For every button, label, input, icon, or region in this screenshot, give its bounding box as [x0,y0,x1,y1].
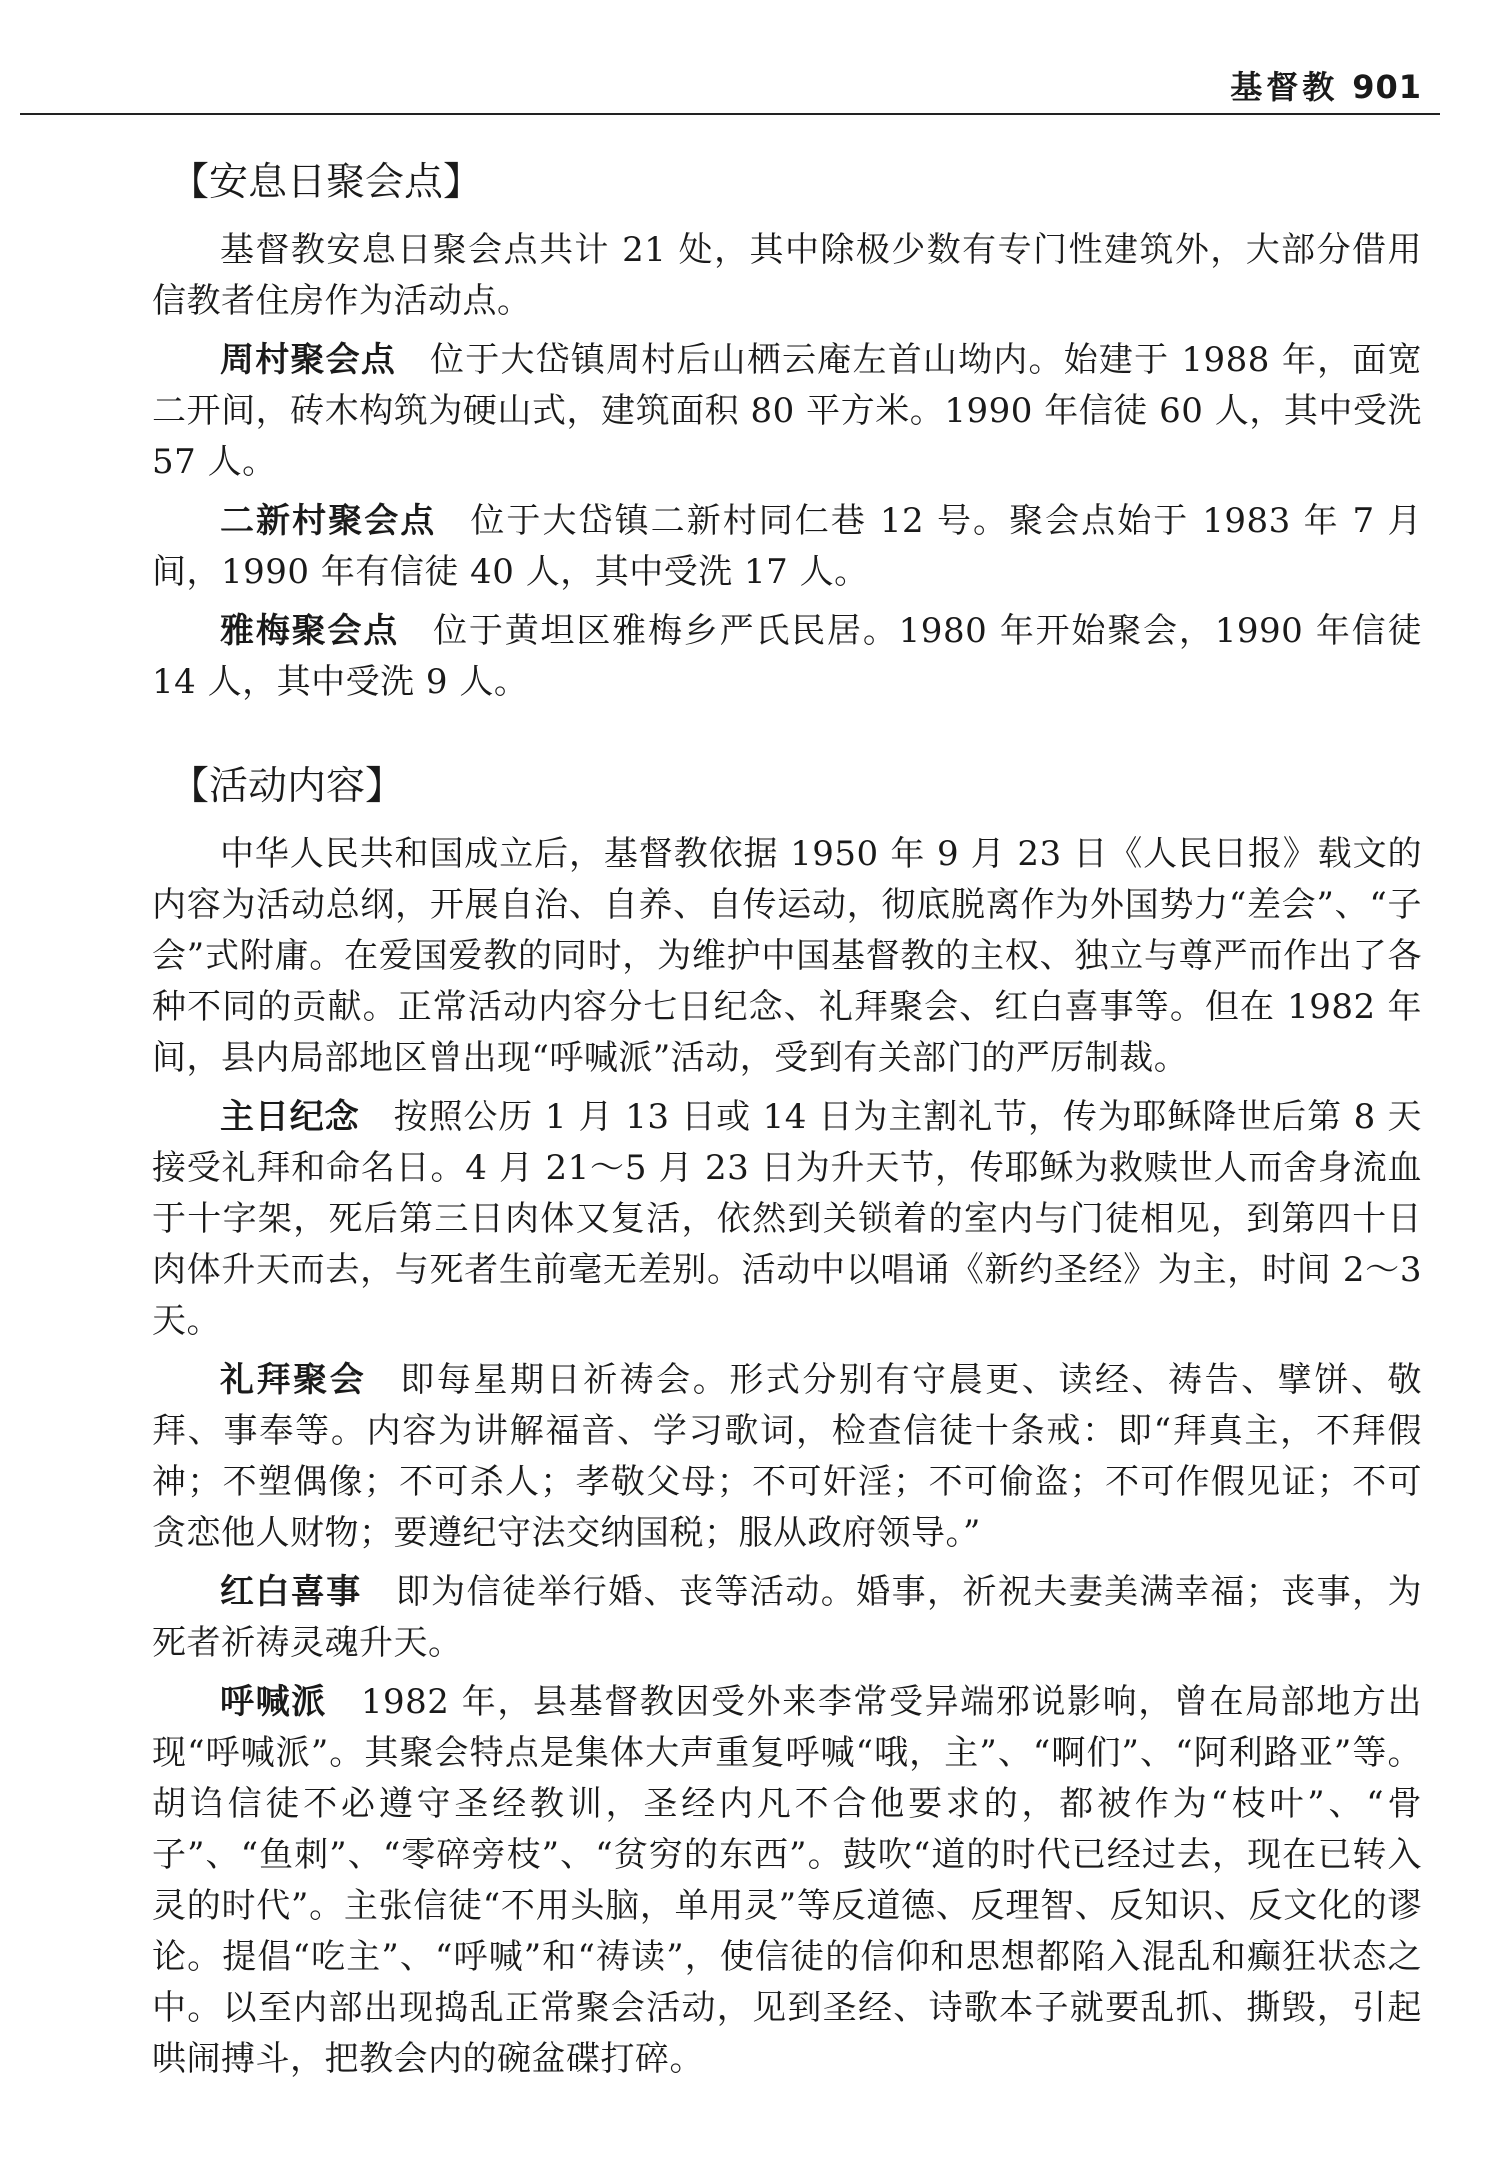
paragraph-text: 按照公历 1 月 13 日或 14 日为主割礼节，传为耶稣降世后第 8 天接受礼拜和命名日。4 月 21～5 月 23 日为升天节，传耶稣为救赎世人而舍身流血于十字架，死后第三日肉体又复活，依然到关锁着的室内与门徒相见，到第四十日肉体升天而去，与死者生前毫无差别。活动中以唱诵《新约圣经》为主，时间 2～3 天。 [152,1096,1422,1341]
header-title: 基督教 [1230,68,1339,106]
paragraph [152,225,1422,327]
paragraph [152,1677,1422,2085]
paragraph-term: 礼拜聚会 [220,1359,367,1400]
paragraph-text: 位于大岱镇二新村同仁巷 12 号。聚会点始于 1983 年 7 月间，1990 年有信徒 40 人，其中受洗 17 人。 [152,500,1422,592]
paragraph-term: 二新村聚会点 [220,500,437,541]
paragraph-text: 位于黄坦区雅梅乡严氏民居。1980 年开始聚会，1990 年信徒 14 人，其中受洗 9 人。 [152,610,1422,702]
paragraph-text: 基督教安息日聚会点共计 21 处，其中除极少数有专门性建筑外，大部分借用信教者住房作为活动点。 [152,229,1422,321]
paragraph [152,606,1422,708]
paragraph-text: 即每星期日祈祷会。形式分别有守晨更、读经、祷告、擘饼、敬拜、事奉等。内容为讲解福音、学习歌词，检查信徒十条戒：即“拜真主，不拜假神；不塑偶像；不可杀人；孝敬父母；不可奸淫；不可偷盗；不可作假见证；不可贪恋他人财物；要遵纪守法交纳国税；服从政府领导。” [152,1359,1423,1553]
paragraph-text: 位于大岱镇周村后山栖云庵左首山坳内。始建于 1988 年，面宽二开间，砖木构筑为硬山式，建筑面积 80 平方米。1990 年信徒 60 人，其中受洗 57 人。 [152,339,1422,482]
header-rule [20,113,1440,115]
paragraph [152,829,1422,1084]
page-number: 901 [1352,68,1422,106]
section-sabbath-meeting-points [152,160,1422,708]
paragraph [152,335,1422,488]
paragraph-text: 即为信徒举行婚、丧等活动。婚事，祈祝夫妻美满幸福；丧事，为死者祈祷灵魂升天。 [152,1571,1422,1663]
running-header [1230,62,1422,108]
paragraph-term: 周村聚会点 [220,339,397,380]
paragraph [152,1567,1422,1669]
paragraph-text: 中华人民共和国成立后，基督教依据 1950 年 9 月 23 日《人民日报》载文的内容为活动总纲，开展自治、自养、自传运动，彻底脱离作为外国势力“差会”、“子会”式附庸。在爱国爱教的同时，为维护中国基督教的主权、独立与尊严而作出了各种不同的贡献。正常活动内容分七日纪念、礼拜聚会、红白喜事等。但在 1982 年间，县内局部地区曾出现“呼喊派”活动，受到有关部门的严厉制裁。 [152,833,1422,1078]
paragraph [152,1092,1422,1347]
paragraph-term: 主日纪念 [220,1096,360,1137]
paragraph [152,1355,1422,1559]
section-heading: 【活动内容】 [170,763,405,809]
paragraph [152,496,1422,598]
section-activities [152,764,1422,2085]
paragraph-term: 红白喜事 [220,1571,362,1612]
paragraph-term: 呼喊派 [220,1681,327,1722]
paragraph-text: 1982 年，县基督教因受外来李常受异端邪说影响，曾在局部地方出现“呼喊派”。其聚会特点是集体大声重复呼喊“哦，主”、“啊们”、“阿利路亚”等。胡诌信徒不必遵守圣经教训，圣经内凡不合他要求的，都被作为“枝叶”、“骨子”、“鱼刺”、“零碎旁枝”、“贫穷的东西”。鼓吹“道的时代已经过去，现在已转入灵的时代”。主张信徒“不用头脑，单用灵”等反道德、反理智、反知识、反文化的谬论。提倡“吃主”、“呼喊”和“祷读”，使信徒的信仰和思想都陷入混乱和癫狂状态之中。以至内部出现捣乱正常聚会活动，见到圣经、诗歌本子就要乱抓、撕毁，引起哄闹搏斗，把教会内的碗盆碟打碎。 [152,1681,1423,2079]
paragraph-term: 雅梅聚会点 [220,610,400,651]
main-content [152,160,1422,2093]
section-heading: 【安息日聚会点】 [170,160,483,205]
